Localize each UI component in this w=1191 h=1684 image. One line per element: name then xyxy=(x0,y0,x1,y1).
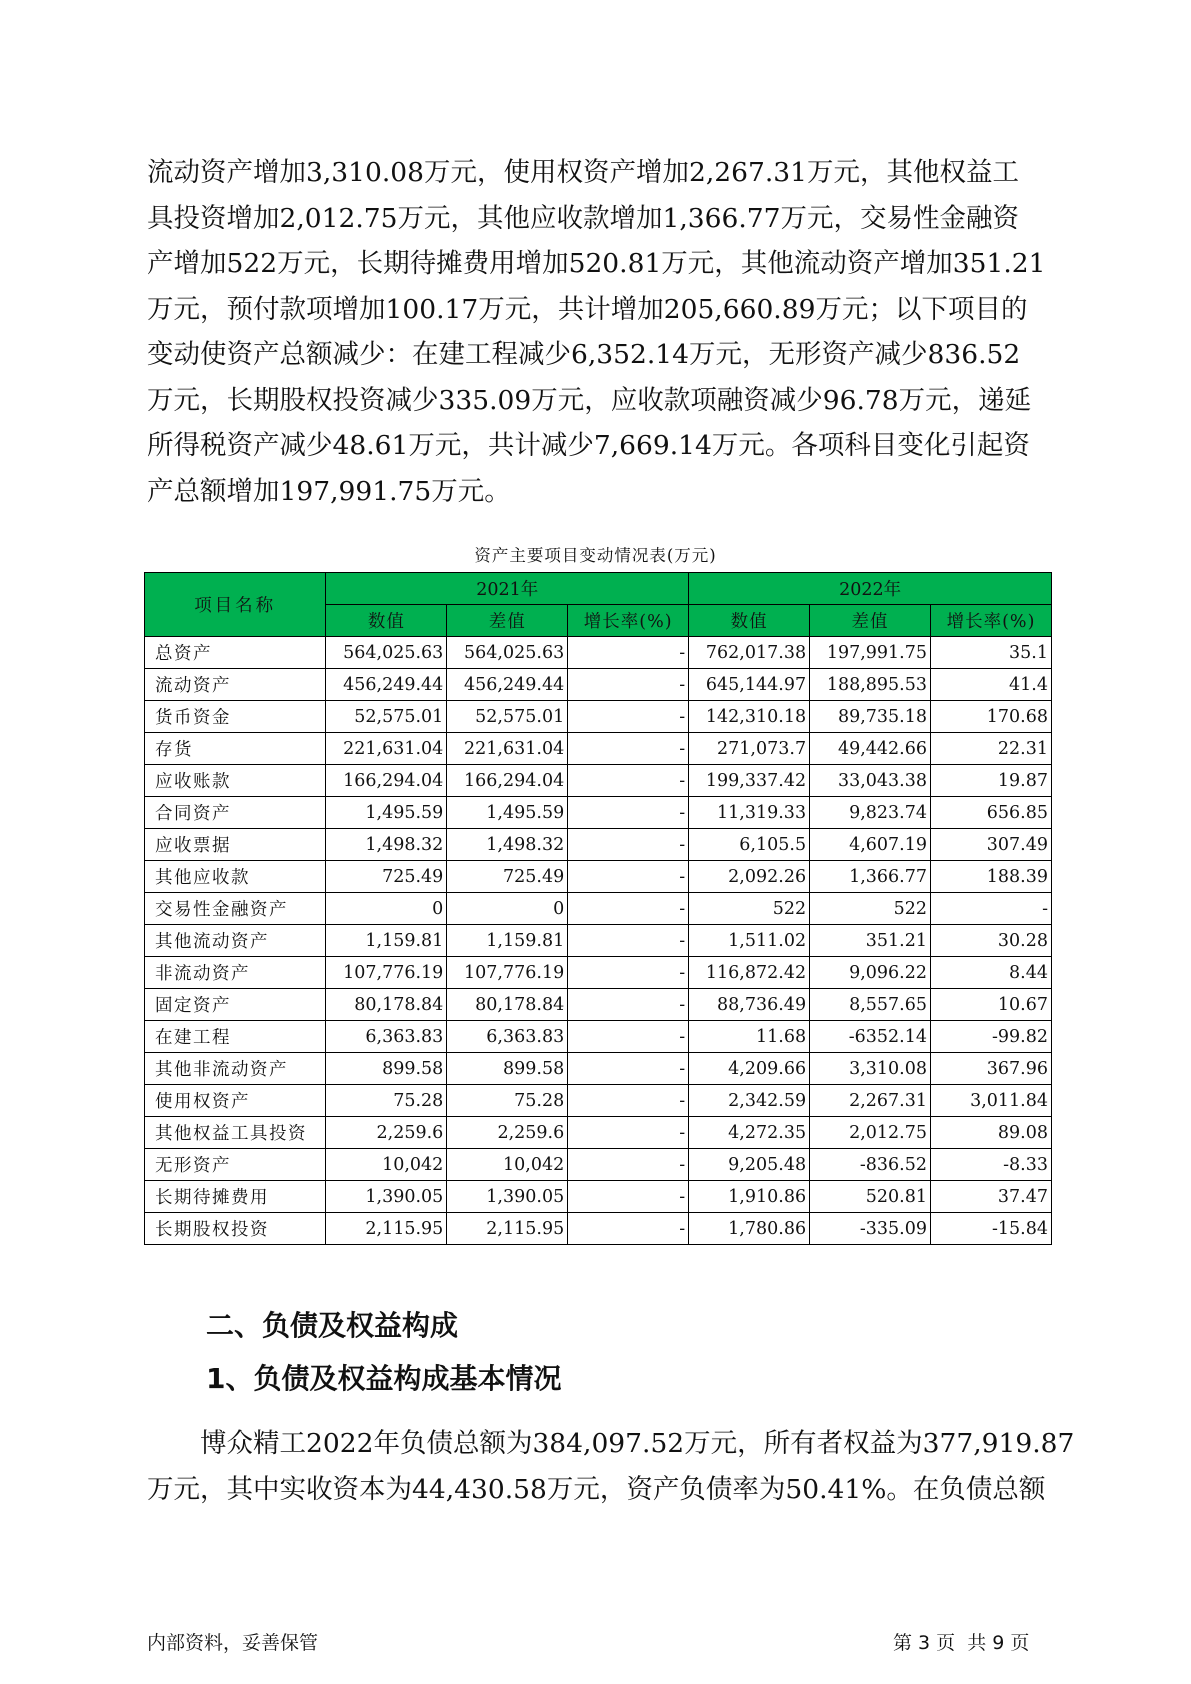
table-cell: 725.49 xyxy=(447,861,568,893)
table-cell: - xyxy=(568,701,689,733)
table-row xyxy=(145,765,1052,797)
table-row xyxy=(145,1117,1052,1149)
table-row xyxy=(145,861,1052,893)
table-row xyxy=(145,957,1052,989)
table-cell: 4,272.35 xyxy=(689,1117,810,1149)
table-cell: -6352.14 xyxy=(810,1021,931,1053)
row-label: 其他流动资产 xyxy=(145,925,326,957)
table-cell: 10,042 xyxy=(326,1149,447,1181)
footer-page-number: 第 3 页 共 9 页 xyxy=(893,1632,1030,1654)
table-cell: 564,025.63 xyxy=(326,637,447,669)
body-line: 万元，其中实收资本为44,430.58万元，资产负债率为50.41%。在负债总额 xyxy=(147,1473,1046,1505)
row-label: 固定资产 xyxy=(145,989,326,1021)
table-cell: 899.58 xyxy=(447,1053,568,1085)
table-cell: 3,011.84 xyxy=(931,1085,1052,1117)
table-cell: - xyxy=(568,1117,689,1149)
row-label: 非流动资产 xyxy=(145,957,326,989)
table-cell: 52,575.01 xyxy=(326,701,447,733)
intro-line: 变动使资产总额减少：在建工程减少6,352.14万元，无形资产减少836.52 xyxy=(147,339,1021,370)
table-cell: - xyxy=(568,1021,689,1053)
table-cell: 1,498.32 xyxy=(326,829,447,861)
body-paragraph xyxy=(147,1421,1075,1512)
table-cell: -335.09 xyxy=(810,1213,931,1245)
header-value-2021: 数值 xyxy=(326,605,447,637)
row-label: 其他应收款 xyxy=(145,861,326,893)
row-label: 应收账款 xyxy=(145,765,326,797)
footer-confidential-note: 内部资料，妥善保管 xyxy=(147,1632,319,1654)
row-label: 存货 xyxy=(145,733,326,765)
table-cell: - xyxy=(568,957,689,989)
table-cell: 645,144.97 xyxy=(689,669,810,701)
table-cell: -15.84 xyxy=(931,1213,1052,1245)
header-diff-2022: 差值 xyxy=(810,605,931,637)
header-year-2021: 2021年 xyxy=(326,573,689,605)
section-heading: 二、负债及权益构成 xyxy=(206,1309,459,1342)
table-row xyxy=(145,1181,1052,1213)
table-cell: 367.96 xyxy=(931,1053,1052,1085)
table-cell: - xyxy=(568,829,689,861)
row-label: 流动资产 xyxy=(145,669,326,701)
table-cell: 307.49 xyxy=(931,829,1052,861)
table-cell: - xyxy=(568,893,689,925)
row-label: 其他权益工具投资 xyxy=(145,1117,326,1149)
table-cell: - xyxy=(568,1053,689,1085)
table-cell: 221,631.04 xyxy=(326,733,447,765)
table-cell: - xyxy=(568,1085,689,1117)
table-cell: 10.67 xyxy=(931,989,1052,1021)
table-cell: 3,310.08 xyxy=(810,1053,931,1085)
row-label: 无形资产 xyxy=(145,1149,326,1181)
table-cell: 88,736.49 xyxy=(689,989,810,1021)
table-cell: 4,607.19 xyxy=(810,829,931,861)
header-item-name: 项目名称 xyxy=(145,573,326,637)
table-cell: 52,575.01 xyxy=(447,701,568,733)
table-cell: 188,895.53 xyxy=(810,669,931,701)
table-cell: 522 xyxy=(810,893,931,925)
table-cell: 166,294.04 xyxy=(447,765,568,797)
table-cell: 564,025.63 xyxy=(447,637,568,669)
table-cell: 107,776.19 xyxy=(447,957,568,989)
row-label: 使用权资产 xyxy=(145,1085,326,1117)
table-row xyxy=(145,669,1052,701)
table-row xyxy=(145,733,1052,765)
table-row xyxy=(145,797,1052,829)
table-cell: 188.39 xyxy=(931,861,1052,893)
table-cell: 522 xyxy=(689,893,810,925)
table-cell: 6,363.83 xyxy=(447,1021,568,1053)
table-cell: 9,096.22 xyxy=(810,957,931,989)
table-cell: 271,073.7 xyxy=(689,733,810,765)
table-cell: - xyxy=(568,989,689,1021)
table-row xyxy=(145,1213,1052,1245)
table-cell: 1,390.05 xyxy=(326,1181,447,1213)
table-cell: - xyxy=(568,669,689,701)
table-row xyxy=(145,989,1052,1021)
table-cell: 199,337.42 xyxy=(689,765,810,797)
intro-line: 流动资产增加3,310.08万元，使用权资产增加2,267.31万元，其他权益工 xyxy=(147,157,1020,188)
intro-line: 所得税资产减少48.61万元，共计减少7,669.14万元。各项科目变化引起资 xyxy=(147,430,1030,461)
table-cell: 89,735.18 xyxy=(810,701,931,733)
table-cell: 456,249.44 xyxy=(326,669,447,701)
table-cell: 197,991.75 xyxy=(810,637,931,669)
row-label: 在建工程 xyxy=(145,1021,326,1053)
table-row xyxy=(145,637,1052,669)
table-cell: 9,205.48 xyxy=(689,1149,810,1181)
intro-line: 具投资增加2,012.75万元，其他应收款增加1,366.77万元，交易性金融资 xyxy=(147,202,1020,234)
intro-line: 万元，长期股权投资减少335.09万元，应收款项融资减少96.78万元，递延 xyxy=(147,384,1032,416)
table-cell: 170.68 xyxy=(931,701,1052,733)
table-cell: 1,366.77 xyxy=(810,861,931,893)
table-cell: 1,511.02 xyxy=(689,925,810,957)
table-cell: 456,249.44 xyxy=(447,669,568,701)
table-cell: - xyxy=(568,765,689,797)
table-cell: 107,776.19 xyxy=(326,957,447,989)
table-row xyxy=(145,1149,1052,1181)
table-cell: 19.87 xyxy=(931,765,1052,797)
row-label: 应收票据 xyxy=(145,829,326,861)
table-cell: 2,115.95 xyxy=(447,1213,568,1245)
header-growth-2021: 增长率(%) xyxy=(568,605,689,637)
asset-change-table xyxy=(144,572,1052,1245)
table-caption: 资产主要项目变动情况表(万元) xyxy=(474,546,717,565)
table-row xyxy=(145,925,1052,957)
table-cell: 1,390.05 xyxy=(447,1181,568,1213)
table-row xyxy=(145,701,1052,733)
table-cell: 2,115.95 xyxy=(326,1213,447,1245)
table-cell: 35.1 xyxy=(931,637,1052,669)
table-cell: 9,823.74 xyxy=(810,797,931,829)
table-cell: 725.49 xyxy=(326,861,447,893)
table-cell: 80,178.84 xyxy=(326,989,447,1021)
table-cell: 142,310.18 xyxy=(689,701,810,733)
sub-heading: 1、负债及权益构成基本情况 xyxy=(206,1362,562,1395)
row-label: 货币资金 xyxy=(145,701,326,733)
table-row xyxy=(145,1085,1052,1117)
table-cell: - xyxy=(568,861,689,893)
table-cell: 2,342.59 xyxy=(689,1085,810,1117)
table-cell: 8.44 xyxy=(931,957,1052,989)
row-label: 长期待摊费用 xyxy=(145,1181,326,1213)
intro-paragraph xyxy=(147,150,1047,514)
table-cell: 1,495.59 xyxy=(326,797,447,829)
table-cell: 33,043.38 xyxy=(810,765,931,797)
table-cell: 6,105.5 xyxy=(689,829,810,861)
table-row xyxy=(145,1021,1052,1053)
table-cell: 10,042 xyxy=(447,1149,568,1181)
header-value-2022: 数值 xyxy=(689,605,810,637)
table-cell: 89.08 xyxy=(931,1117,1052,1149)
table-cell: - xyxy=(568,1181,689,1213)
intro-line: 万元，预付款项增加100.17万元，共计增加205,660.89万元；以下项目的 xyxy=(147,293,1028,325)
table-row xyxy=(145,893,1052,925)
table-cell: - xyxy=(568,733,689,765)
table-cell: -99.82 xyxy=(931,1021,1052,1053)
table-cell: -836.52 xyxy=(810,1149,931,1181)
table-cell: 11,319.33 xyxy=(689,797,810,829)
table-cell: 30.28 xyxy=(931,925,1052,957)
table-cell: 6,363.83 xyxy=(326,1021,447,1053)
table-header-row xyxy=(145,573,1052,605)
row-label: 长期股权投资 xyxy=(145,1213,326,1245)
table-cell: 2,267.31 xyxy=(810,1085,931,1117)
table-cell: 37.47 xyxy=(931,1181,1052,1213)
table-row xyxy=(145,1053,1052,1085)
table-row xyxy=(145,829,1052,861)
table-cell: 116,872.42 xyxy=(689,957,810,989)
table-cell: 2,092.26 xyxy=(689,861,810,893)
table-cell: 1,780.86 xyxy=(689,1213,810,1245)
table-cell: 22.31 xyxy=(931,733,1052,765)
table-cell: 2,259.6 xyxy=(326,1117,447,1149)
table-cell: 4,209.66 xyxy=(689,1053,810,1085)
row-label: 合同资产 xyxy=(145,797,326,829)
table-cell: -8.33 xyxy=(931,1149,1052,1181)
table-cell: 1,495.59 xyxy=(447,797,568,829)
table-cell: 2,012.75 xyxy=(810,1117,931,1149)
table-body xyxy=(145,637,1052,1245)
table-cell: - xyxy=(931,893,1052,925)
table-cell: - xyxy=(568,797,689,829)
table-cell: 1,910.86 xyxy=(689,1181,810,1213)
row-label: 总资产 xyxy=(145,637,326,669)
table-cell: 75.28 xyxy=(447,1085,568,1117)
table-cell: 1,159.81 xyxy=(326,925,447,957)
table-cell: 1,159.81 xyxy=(447,925,568,957)
table-cell: - xyxy=(568,1213,689,1245)
table-cell: 2,259.6 xyxy=(447,1117,568,1149)
table-cell: 221,631.04 xyxy=(447,733,568,765)
header-year-2022: 2022年 xyxy=(689,573,1052,605)
table-cell: 41.4 xyxy=(931,669,1052,701)
intro-line: 产总额增加197,991.75万元。 xyxy=(147,475,511,507)
intro-line: 产增加522万元，长期待摊费用增加520.81万元，其他流动资产增加351.21 xyxy=(147,248,1046,279)
header-growth-2022: 增长率(%) xyxy=(931,605,1052,637)
table-cell: - xyxy=(568,637,689,669)
table-cell: 80,178.84 xyxy=(447,989,568,1021)
header-diff-2021: 差值 xyxy=(447,605,568,637)
table-cell: 8,557.65 xyxy=(810,989,931,1021)
table-cell: 1,498.32 xyxy=(447,829,568,861)
table-cell: 520.81 xyxy=(810,1181,931,1213)
table-cell: 899.58 xyxy=(326,1053,447,1085)
table-cell: - xyxy=(568,1149,689,1181)
table-cell: 656.85 xyxy=(931,797,1052,829)
table-cell: 762,017.38 xyxy=(689,637,810,669)
row-label: 其他非流动资产 xyxy=(145,1053,326,1085)
table-cell: 0 xyxy=(326,893,447,925)
table-cell: 351.21 xyxy=(810,925,931,957)
table-cell: 11.68 xyxy=(689,1021,810,1053)
table-cell: - xyxy=(568,925,689,957)
table-cell: 49,442.66 xyxy=(810,733,931,765)
table-cell: 0 xyxy=(447,893,568,925)
row-label: 交易性金融资产 xyxy=(145,893,326,925)
table-cell: 166,294.04 xyxy=(326,765,447,797)
table-cell: 75.28 xyxy=(326,1085,447,1117)
body-line: 博众精工2022年负债总额为384,097.52万元，所有者权益为377,919.87 xyxy=(200,1428,1075,1459)
